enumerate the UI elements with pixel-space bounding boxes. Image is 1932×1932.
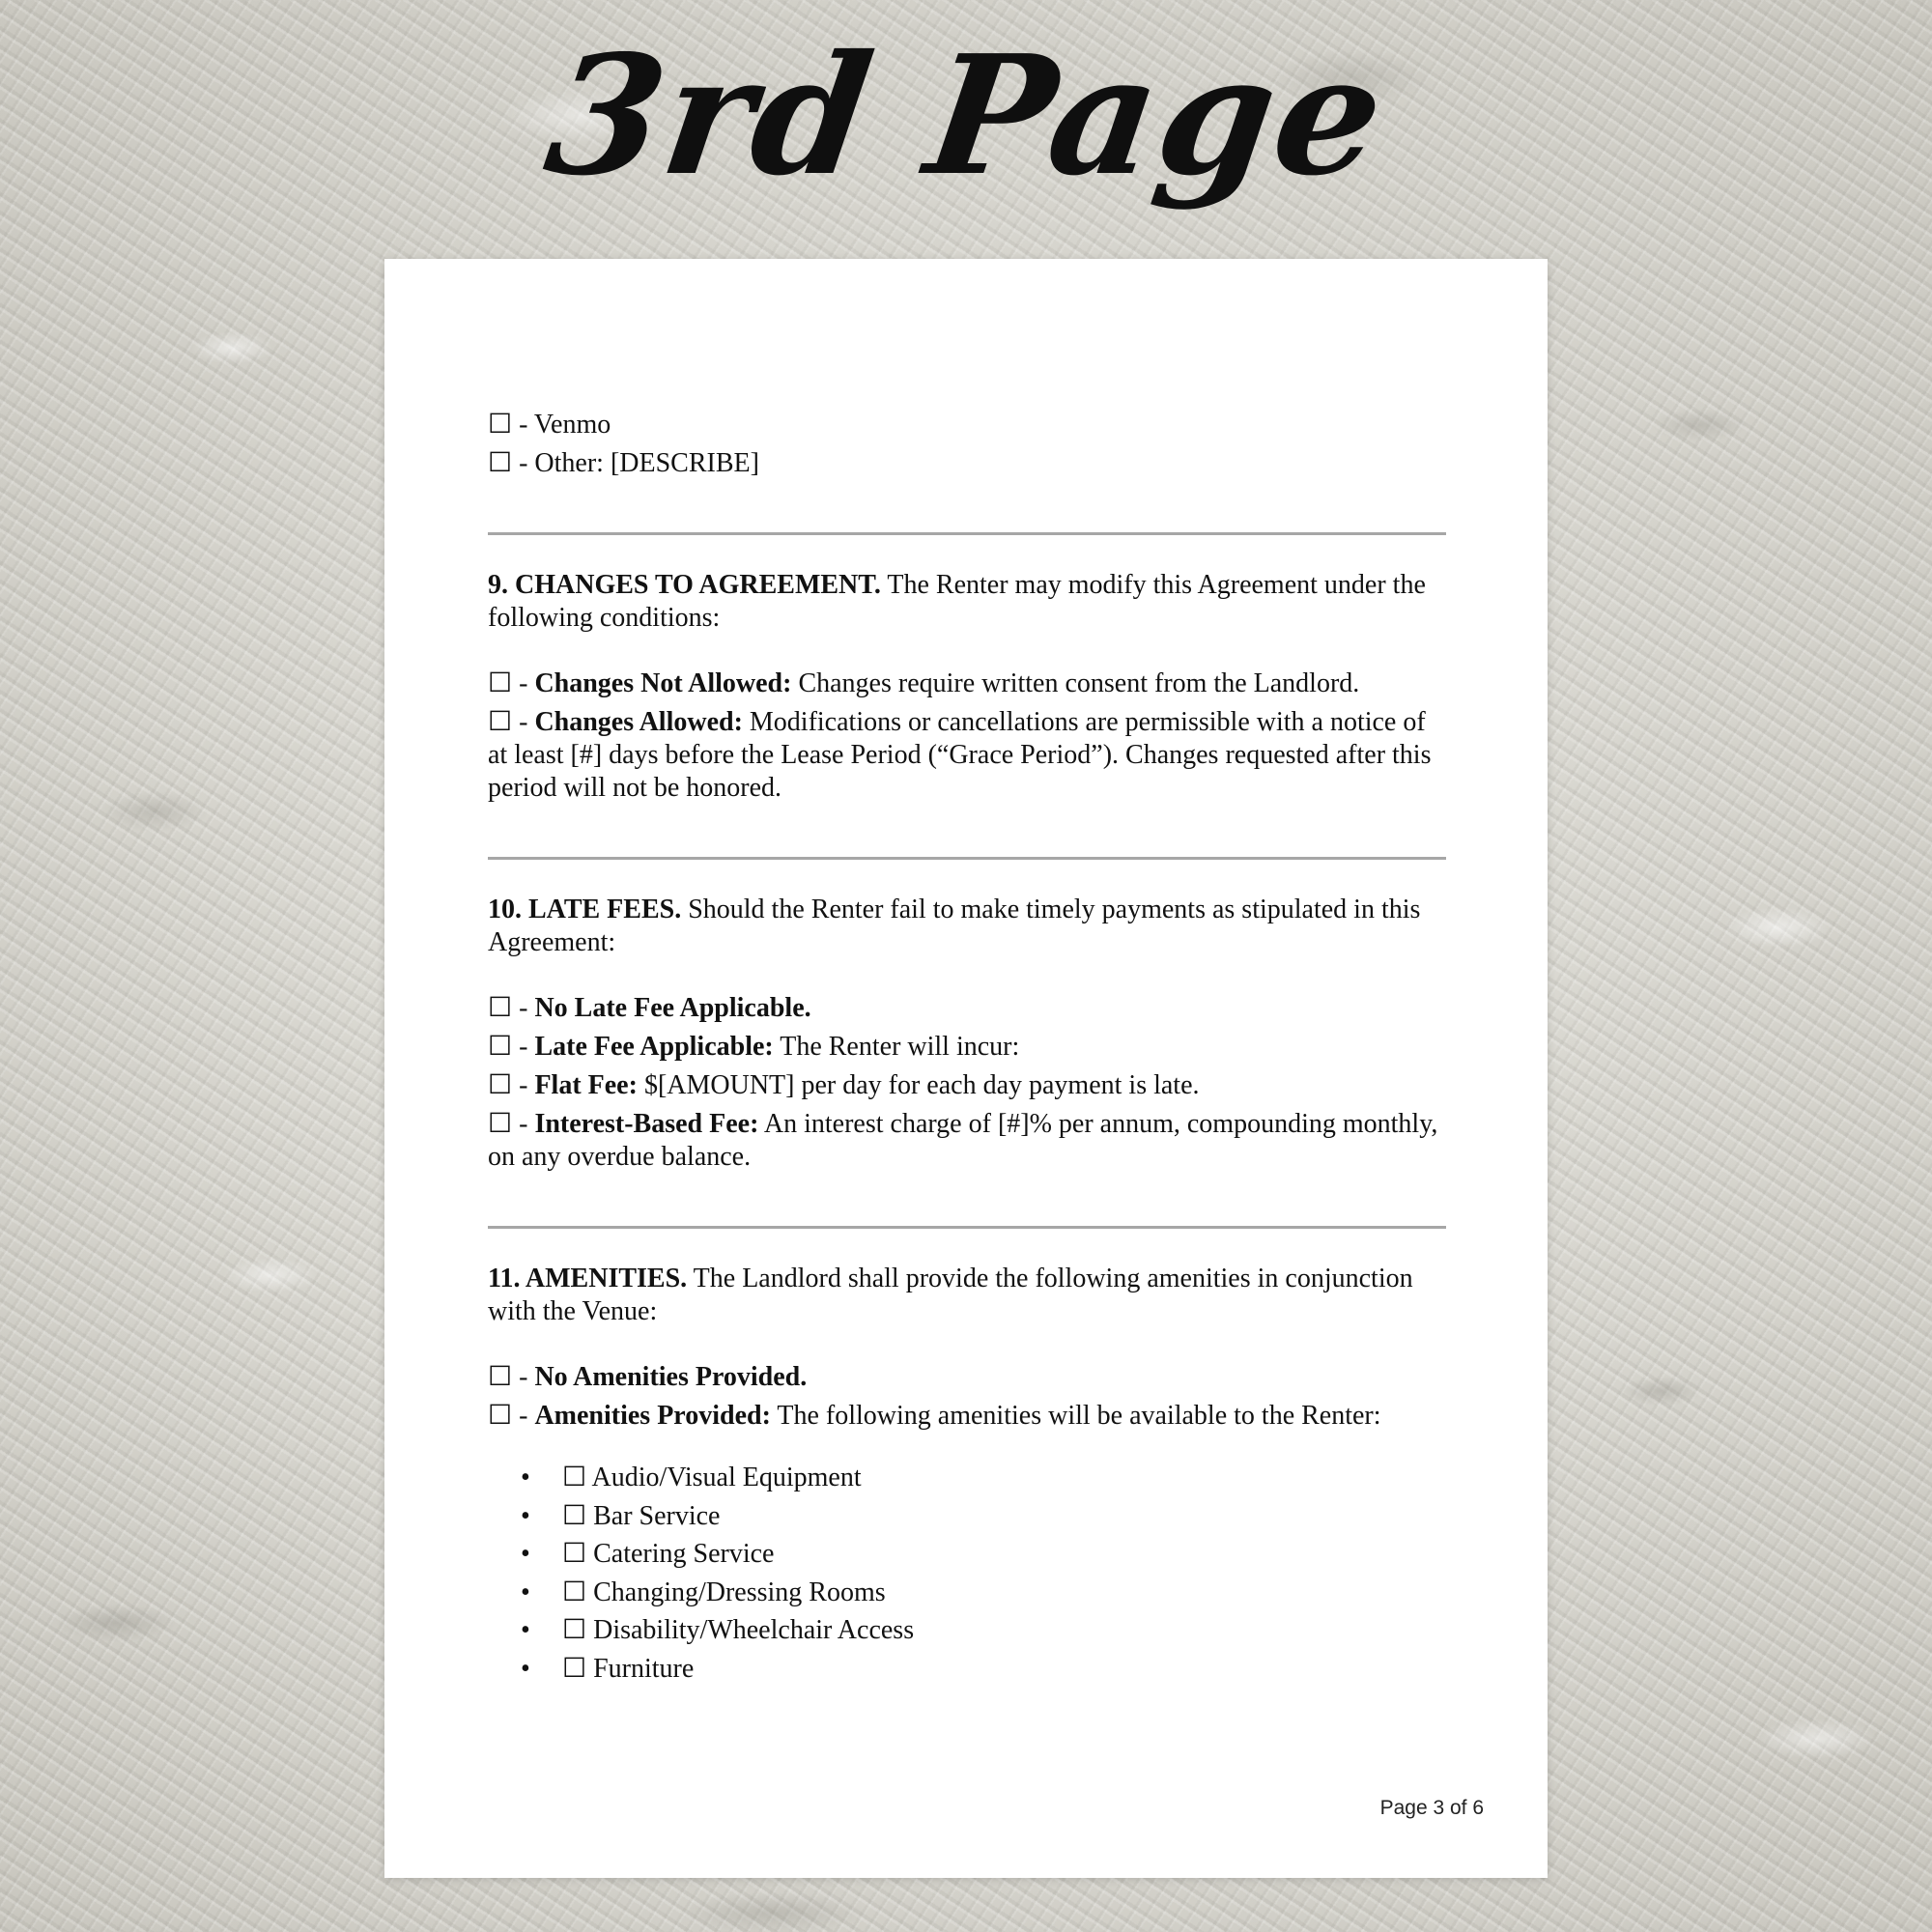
checkbox-icon[interactable]: ☐ - — [488, 1362, 535, 1392]
document-content — [488, 409, 1446, 1690]
section-9-heading: 9. CHANGES TO AGREEMENT. — [488, 570, 881, 600]
section-11-heading: 11. AMENITIES. — [488, 1264, 688, 1293]
checkbox-icon[interactable]: ☐ - — [488, 1401, 535, 1431]
document-page — [384, 259, 1548, 1878]
option-text: The Renter will incur: — [773, 1032, 1020, 1062]
payment-option-venmo[interactable]: ☐ - Venmo — [488, 410, 611, 440]
section-9-intro-text: The Renter may modify this Agreement under the following conditions: — [488, 570, 1426, 633]
amenity-label: ☐ Changing/Dressing Rooms — [562, 1577, 886, 1607]
option-text: Modifications or cancellations are permissible with a notice of at least [#] days before the Lease Period (“Grace Period”). Changes requested after this period will not be honored. — [488, 707, 1432, 803]
checkbox-icon[interactable]: ☐ - — [488, 668, 535, 698]
payment-option-other[interactable]: ☐ - Other: [DESCRIBE] — [488, 448, 759, 478]
bullet-icon: • — [521, 1463, 530, 1492]
option-text: The following amenities will be available to the Renter: — [770, 1401, 1381, 1431]
bullet-icon: • — [521, 1615, 530, 1645]
section-9-option-allowed[interactable] — [488, 706, 1446, 805]
checkbox-icon[interactable]: ☐ - — [488, 1070, 535, 1100]
option-label: No Late Fee Applicable. — [534, 993, 811, 1023]
section-9-intro — [488, 569, 1446, 635]
section-11-option-none[interactable] — [488, 1361, 1446, 1394]
checkbox-icon[interactable]: ☐ - — [488, 993, 535, 1023]
option-label: Changes Allowed: — [534, 707, 743, 737]
section-11-intro-text: The Landlord shall provide the following amenities in conjunction with the Venue: — [488, 1264, 1413, 1326]
amenity-item[interactable] — [488, 1538, 1446, 1571]
amenities-list — [488, 1462, 1446, 1686]
amenity-label: ☐ Catering Service — [562, 1539, 775, 1569]
section-10-option-fee-applicable[interactable] — [488, 1031, 1446, 1064]
page-banner-title: 3rd Page — [535, 19, 1397, 213]
amenity-item[interactable] — [488, 1500, 1446, 1533]
section-11-intro — [488, 1263, 1446, 1328]
option-label: Amenities Provided: — [534, 1401, 771, 1431]
section-10-option-interest-fee[interactable] — [488, 1108, 1446, 1174]
section-10-heading: 10. LATE FEES. — [488, 895, 682, 924]
bullet-icon: • — [521, 1577, 530, 1607]
amenity-label: ☐ Audio/Visual Equipment — [562, 1463, 862, 1492]
amenity-label: ☐ Disability/Wheelchair Access — [562, 1615, 915, 1645]
option-label: Interest-Based Fee: — [534, 1109, 759, 1139]
section-10-intro — [488, 894, 1446, 959]
option-label: No Amenities Provided. — [534, 1362, 808, 1392]
option-label: Flat Fee: — [534, 1070, 638, 1100]
amenity-item[interactable] — [488, 1614, 1446, 1647]
bullet-icon: • — [521, 1500, 530, 1531]
option-text: $[AMOUNT] per day for each day payment is late. — [637, 1070, 1200, 1100]
amenity-label: ☐ Furniture — [562, 1653, 695, 1684]
section-10-option-no-fee[interactable] — [488, 992, 1446, 1025]
amenity-item[interactable] — [488, 1577, 1446, 1609]
option-label: Late Fee Applicable: — [534, 1032, 774, 1062]
bullet-icon: • — [521, 1539, 530, 1569]
amenity-item[interactable] — [488, 1462, 1446, 1494]
page-number: Page 3 of 6 — [1379, 1797, 1484, 1819]
option-text: An interest charge of [#]% per annum, compounding monthly, on any overdue balance. — [488, 1109, 1438, 1172]
option-text: Changes require written consent from the Landlord. — [791, 668, 1360, 698]
section-10-option-flat-fee[interactable] — [488, 1069, 1446, 1102]
option-label: Changes Not Allowed: — [534, 668, 792, 698]
checkbox-icon[interactable]: ☐ - — [488, 707, 535, 737]
amenity-item[interactable] — [488, 1653, 1446, 1686]
checkbox-icon[interactable]: ☐ - — [488, 1109, 535, 1139]
bullet-icon: • — [521, 1653, 530, 1684]
checkbox-icon[interactable]: ☐ - — [488, 1032, 535, 1062]
section-10-intro-text: Should the Renter fail to make timely payments as stipulated in this Agreement: — [488, 895, 1421, 957]
section-9-option-not-allowed[interactable] — [488, 668, 1446, 700]
section-11-option-provided[interactable] — [488, 1400, 1446, 1433]
amenity-label: ☐ Bar Service — [562, 1500, 721, 1531]
